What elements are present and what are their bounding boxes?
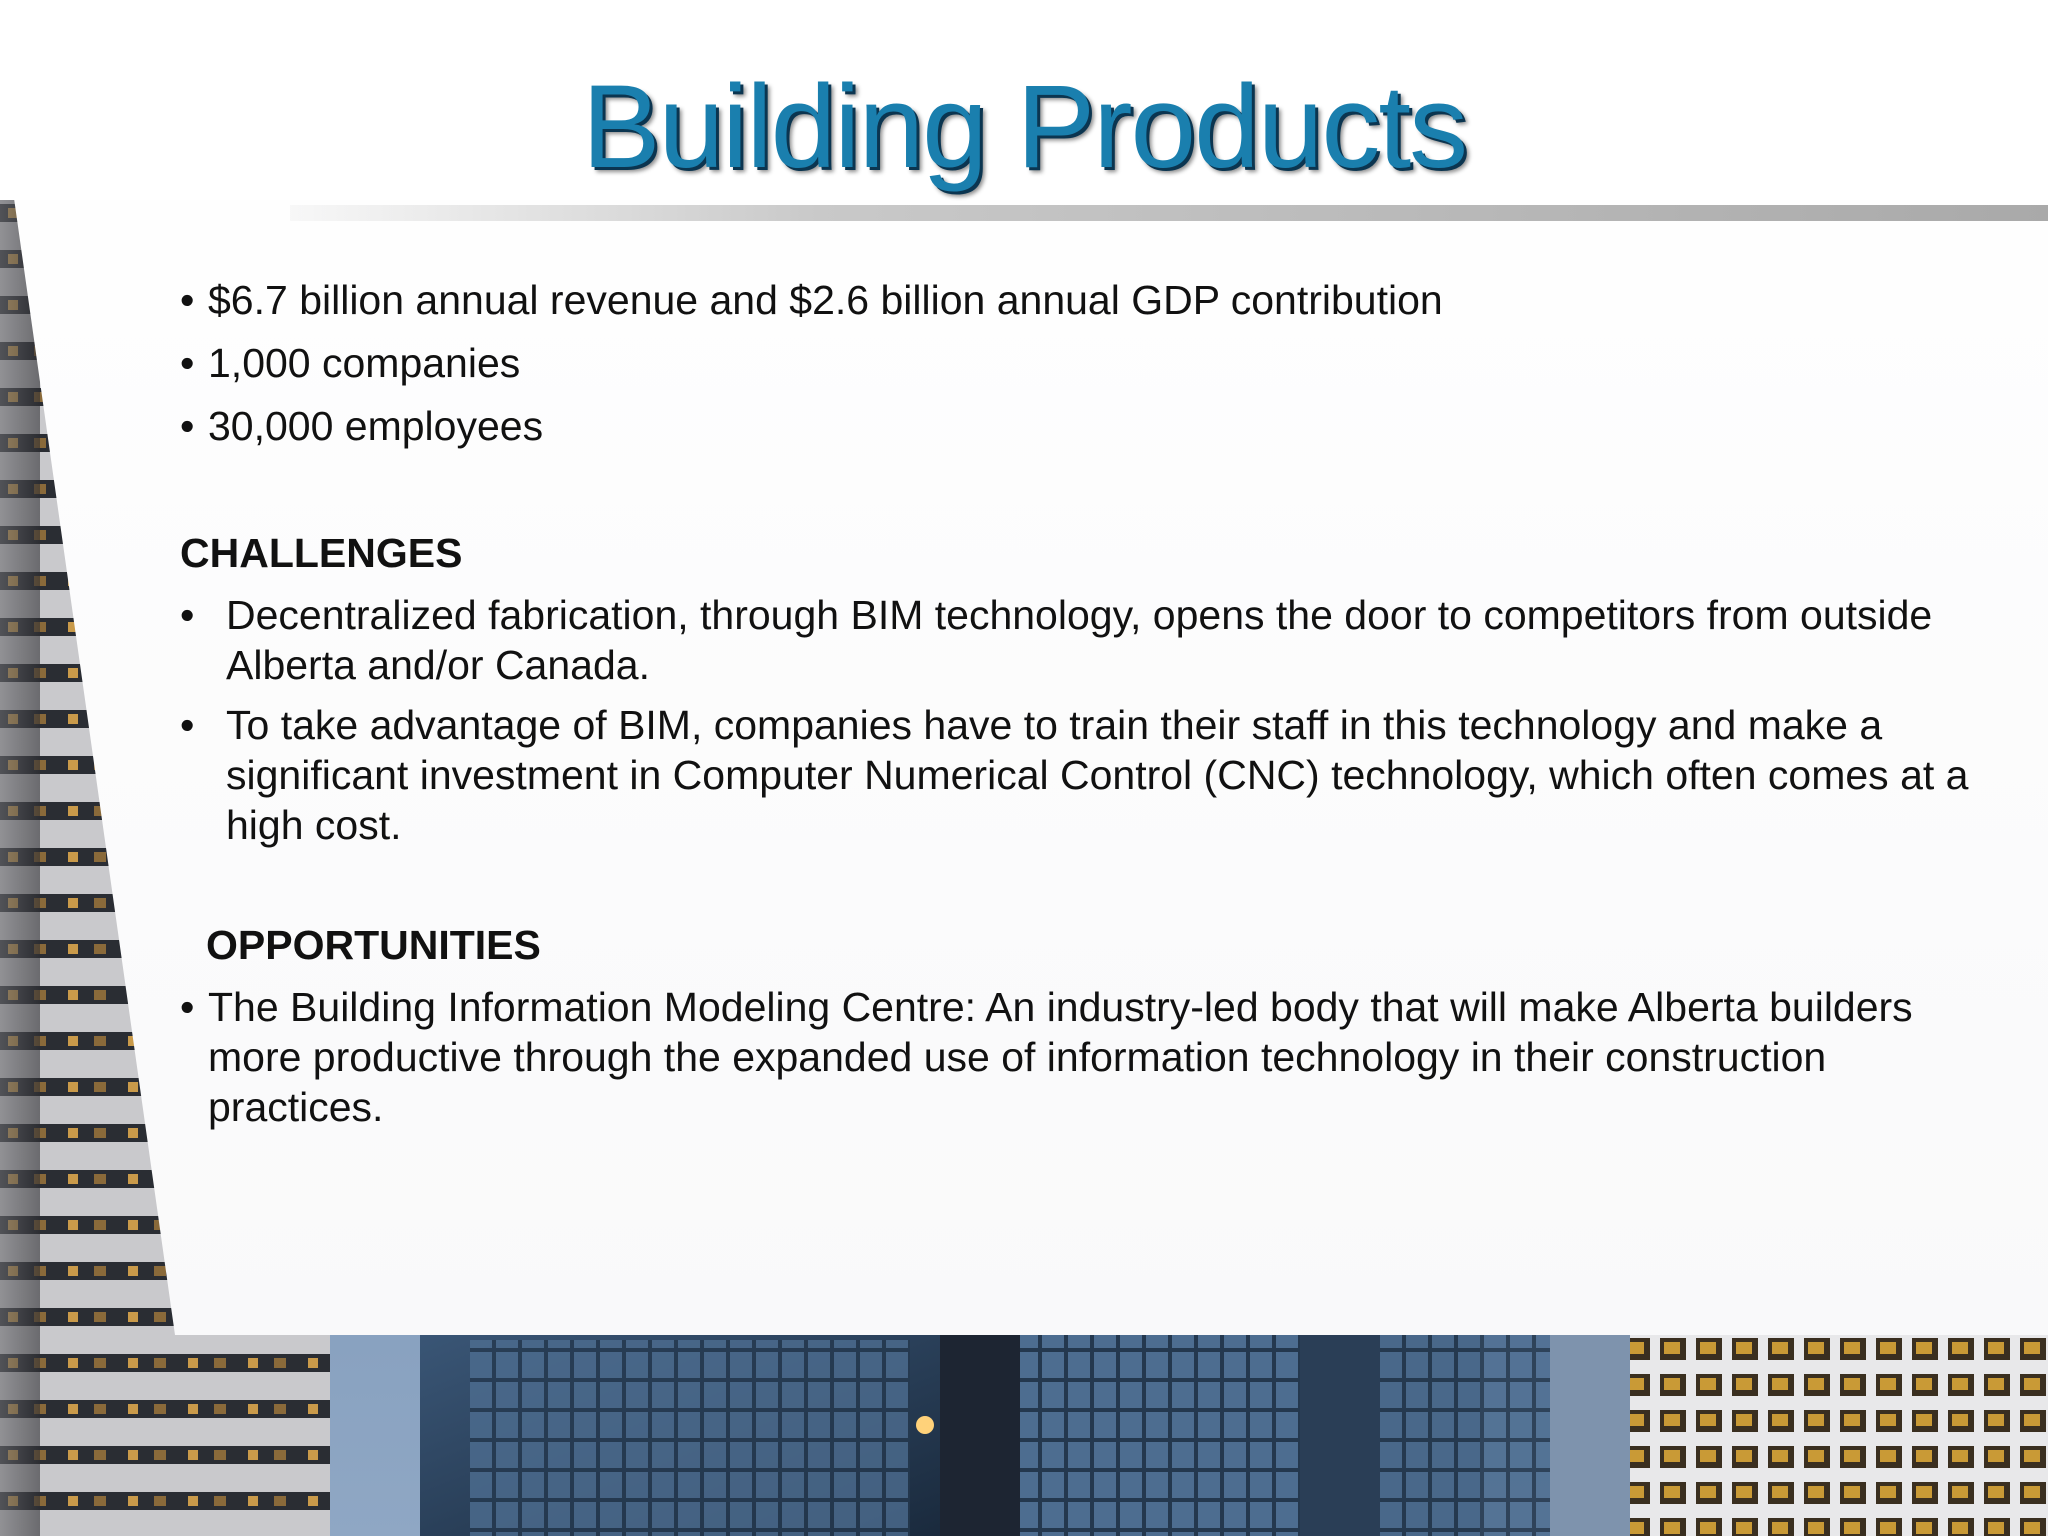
challenges-heading: CHALLENGES (180, 530, 463, 576)
challenge-text: To take advantage of BIM, companies have to train their staff in this technology and make a significant investment in Computer Numerical Control (CNC) technology, which often comes at a high cost. (226, 702, 1969, 848)
bullet-icon: • (180, 984, 195, 1030)
stat-item (180, 401, 1443, 451)
stat-item (180, 338, 1443, 388)
challenges-section (180, 528, 1980, 850)
bullet-icon: • (180, 592, 195, 638)
stat-text: $6.7 billion annual revenue and $2.6 billion annual GDP contribution (208, 277, 1443, 323)
stat-text: 1,000 companies (208, 340, 521, 386)
challenge-text: Decentralized fabrication, through BIM technology, opens the door to competitors from outside Alberta and/or Canada. (226, 592, 1933, 688)
bullet-icon: • (180, 340, 195, 386)
challenge-item (180, 700, 1980, 850)
opportunity-item (180, 982, 1980, 1132)
bullet-icon: • (180, 702, 195, 748)
opportunities-section (180, 920, 1980, 1132)
stats-list (180, 275, 1443, 451)
bullet-icon: • (180, 403, 195, 449)
opportunity-text: The Building Information Modeling Centre: An industry-led body that will make Alberta builders more productive through the expanded use of information technology in their construction practices. (208, 984, 1913, 1130)
stat-text: 30,000 employees (208, 403, 544, 449)
slide-title: Building Products (581, 61, 1467, 193)
challenge-item (180, 590, 1980, 690)
bullet-icon: • (180, 277, 195, 323)
title-divider-rule (290, 205, 2048, 221)
opportunities-heading: OPPORTUNITIES (206, 922, 541, 968)
stat-item (180, 275, 1443, 325)
